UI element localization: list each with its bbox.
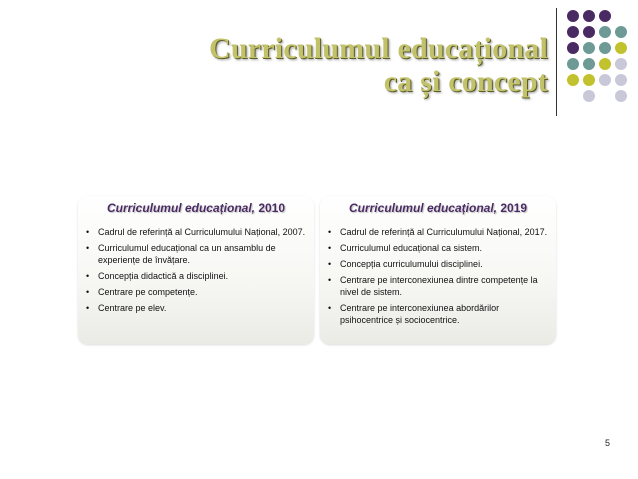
dot-r6c4: [615, 90, 627, 102]
slide-title: [150, 32, 548, 98]
card-2019-heading: [320, 196, 556, 220]
bullet-icon: •: [86, 287, 90, 297]
list-item: • Concepția curriculumului disciplinei.: [328, 259, 483, 269]
dot-r5c2: [583, 74, 595, 86]
slide-title-line-2: ca și concept: [383, 65, 548, 98]
dot-r2c1: [567, 26, 579, 38]
list-item: • Centrare pe competențe.: [86, 287, 198, 297]
bullet-icon: •: [86, 227, 90, 237]
dot-r1c1: [567, 10, 579, 22]
bullet-icon: •: [328, 259, 332, 269]
bullet-icon: •: [86, 303, 90, 313]
dot-r3c1: [567, 42, 579, 54]
list-item: • Cadrul de referință al Curriculumului Național, 2017.: [328, 227, 548, 237]
dot-r5c3: [599, 74, 611, 86]
dot-r5c4: [615, 74, 627, 86]
bullet-icon: •: [328, 243, 332, 253]
page-number: 5: [604, 438, 610, 448]
bullet-icon: •: [328, 227, 332, 237]
list-item: • Curriculumul educațional ca sistem.: [328, 243, 483, 253]
dot-r4c2: [583, 58, 595, 70]
list-item: • Centrare pe interconexiunea abordărilor psihocentrice și sociocentrice.: [328, 303, 500, 325]
dot-r4c1: [567, 58, 579, 70]
dot-r2c4: [615, 26, 627, 38]
card-2010-heading-year: 2010: [255, 201, 286, 215]
list-item: • Curriculumul educațional ca un ansamblu de experiențe de învățare.: [86, 243, 276, 265]
list-item: • Centrare pe interconexiunea dintre competențe la nivel de sistem.: [328, 275, 538, 297]
slide-title-line-1: Curriculumul educațional: [209, 32, 548, 65]
bullet-icon: •: [328, 303, 332, 313]
card-2010-heading: [78, 196, 314, 220]
dot-r3c3: [599, 42, 611, 54]
dot-r2c3: [599, 26, 611, 38]
decorative-vertical-line: [556, 8, 557, 116]
dot-r3c4: [615, 42, 627, 54]
dot-r3c2: [583, 42, 595, 54]
card-2019-heading-title: Curriculumul educațional,: [348, 201, 497, 215]
dot-r1c3: [599, 10, 611, 22]
list-item: • Centrare pe elev.: [86, 303, 167, 313]
dot-r4c3: [599, 58, 611, 70]
dot-r2c2: [583, 26, 595, 38]
dot-r4c4: [615, 58, 627, 70]
card-2010-list: [86, 226, 308, 318]
dot-r5c1: [567, 74, 579, 86]
bullet-icon: •: [86, 271, 90, 281]
list-item: • Concepția didactică a disciplinei.: [86, 271, 229, 281]
dot-r6c2: [583, 90, 595, 102]
card-2019-heading-year: 2019: [497, 201, 528, 215]
bullet-icon: •: [328, 275, 332, 285]
bullet-icon: •: [86, 243, 90, 253]
card-2010: [78, 196, 314, 344]
list-item: • Cadrul de referință al Curriculumului Național, 2007.: [86, 227, 306, 237]
dot-r1c2: [583, 10, 595, 22]
card-2010-heading-title: Curriculumul educațional,: [106, 201, 255, 215]
card-2019-list: [328, 226, 550, 330]
card-2019: [320, 196, 556, 344]
